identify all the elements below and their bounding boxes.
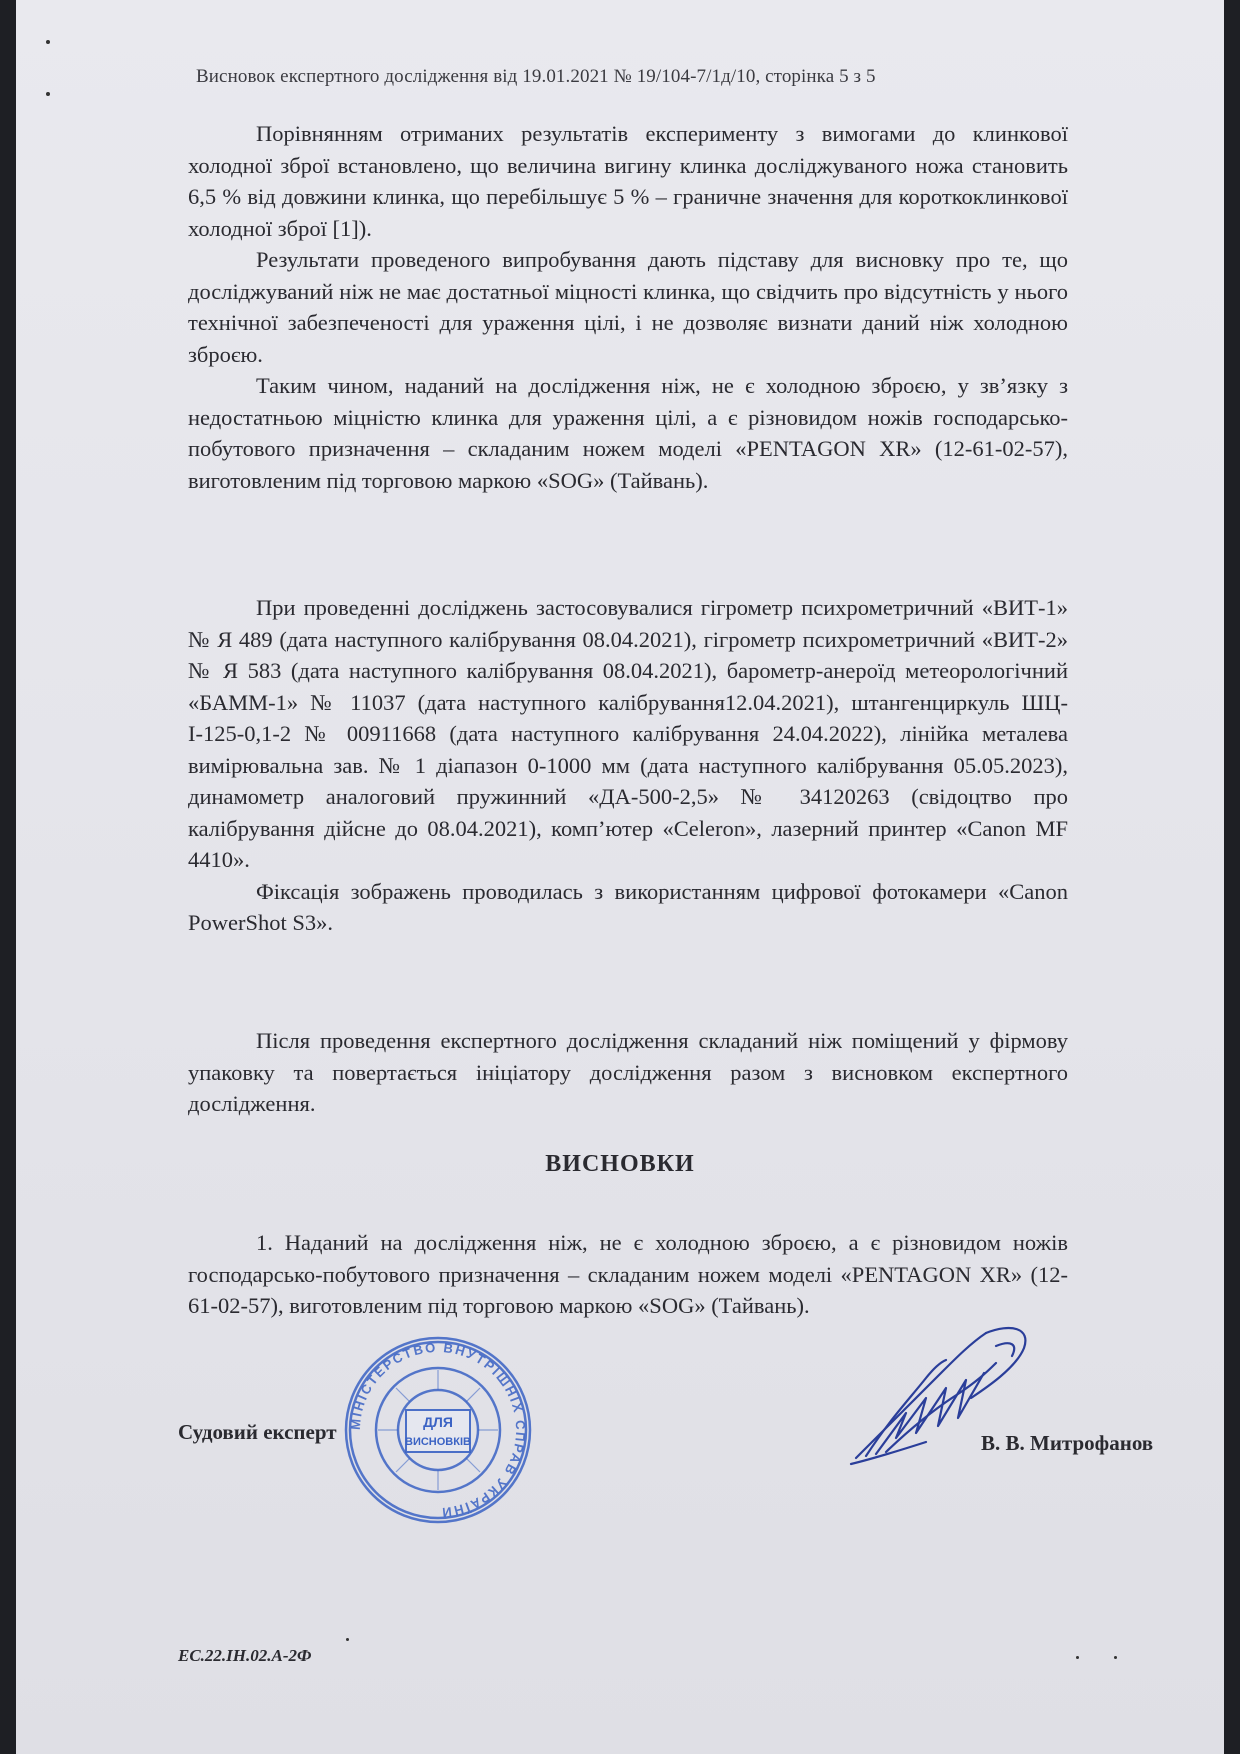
form-code: ЕС.22.ІН.02.А-2Ф <box>178 1646 312 1665</box>
paragraph-return: Після проведення експертного дослідження складаний ніж поміщений у фірмову упаковку та повертається ініціатору дослідження разом з висновком експертного дослідження. <box>188 1028 1068 1116</box>
body-section-3 <box>188 1025 1068 1120</box>
scan-speck <box>346 1638 349 1641</box>
signer-title: Судовий експерт <box>178 1420 337 1444</box>
body-section-1 <box>188 118 1068 496</box>
conclusion-item-1: 1. Наданий на дослідження ніж, не є холодною зброєю, а є різновидом ножів господарсько-побутового призначення – складаним ножем моделі «PENTAGON XR» (12-61-02-57), виготовленим під торговою маркою «SOG» (Тайвань). <box>188 1230 1068 1318</box>
conclusions-section <box>188 1227 1068 1322</box>
signer-name: В. В. Митрофанов <box>981 1431 1154 1455</box>
document-page <box>16 0 1224 1754</box>
paragraph-comparison: Порівнянням отриманих результатів експерименту з вимогами до клинкової холодної зброї встановлено, що величина вигину клинка досліджуваного ножа становить 6,5 % від довжини клинка, що перебільшує 5 % – граничне значення для короткоклинкової холодної зброї [1]). <box>188 121 1068 241</box>
paragraph-instruments: При проведенні досліджень застосовувалися гігрометр психрометричний «ВИТ-1» № Я 489 (дата наступного калібрування 08.04.2021), гігрометр психрометричний «ВИТ-2» № Я 583 (дата наступного калібрування 08.04.2021), барометр-анероїд метеорологічний «БАММ-1» № 11037 (дата наступного калібрування12.04.2021), штангенциркуль ШЦ-І-125-0,1-2 № 00911668 (дата наступного калібрування 24.04.2022), лінійка металева вимірювальна зав. № 1 діапазон 0-1000 мм (дата наступного калібрування 05.05.2023), динамометр аналоговий пружинний «ДА-500-2,5» № 34120263 (свідоцтво про калібрування дійсне до 08.04.2021), комп’ютер «Celeron», лазерний принтер «Canon MF 4410». <box>188 595 1068 872</box>
conclusions-heading: ВИСНОВКИ <box>545 1151 695 1177</box>
scan-speck <box>1114 1656 1117 1659</box>
stamp-ring-text: МІНІСТЕРСТВО ВНУТРІШНІХ СПРАВ УКРАЇНИ <box>347 1339 529 1521</box>
official-stamp <box>338 1330 538 1530</box>
paragraph-test-results: Результати проведеного випробування дають підставу для висновку про те, що досліджуваний ніж не має достатньої міцності клинка, що свідчить про відсутність у нього технічної забезпеченості для ураження цілі, і не дозволяє визнати даний ніж холодною зброєю. <box>188 247 1068 367</box>
paragraph-photo: Фіксація зображень проводилась з використанням цифрової фотокамери «Canon PowerShot S3». <box>188 878 1068 935</box>
scan-speck <box>46 40 50 44</box>
stamp-center-bottom: ВИСНОВКІВ <box>405 1436 471 1448</box>
paragraph-summary: Таким чином, наданий на дослідження ніж, не є холодною зброєю, у зв’язку з недостатньою міцністю клинка для ураження цілі, а є різновидом ножів господарсько-побутового призначення – складаним ножем моделі «PENTAGON XR» (12-61-02-57), виготовленим під торговою маркою «SOG» (Тайвань). <box>188 373 1068 493</box>
page-header: Висновок експертного дослідження від 19.01.2021 № 19/104-7/1д/10, сторінка 5 з 5 <box>196 66 876 87</box>
stamp-center-top: ДЛЯ <box>423 1414 453 1430</box>
scan-speck <box>1076 1656 1079 1659</box>
body-section-2 <box>188 592 1068 939</box>
scan-speck <box>46 92 50 96</box>
